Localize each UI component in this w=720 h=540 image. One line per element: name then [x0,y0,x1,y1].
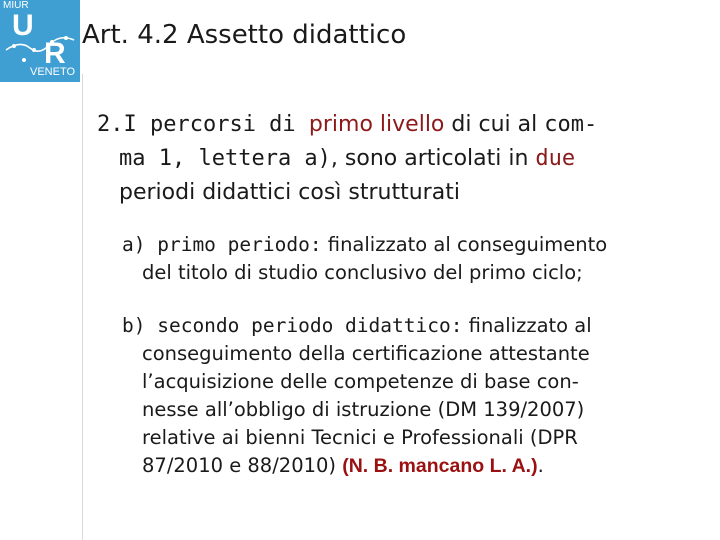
paragraph-text: ma 1, lettera a) [119,146,331,171]
item-b [122,312,702,480]
note-missing-la: (N. B. mancano L. A.) [342,455,538,477]
paragraph-text: com- [544,112,598,137]
slide-title: Art. 4.2 Assetto didattico [82,20,407,50]
logo-letter-r: R [44,37,66,70]
paragraph-line-3: periodi didattici così strutturati [119,180,460,205]
item-b-line-6 [122,452,702,480]
item-a [122,231,702,287]
item-text: 87/2010 e 88/2010) [142,454,343,477]
paragraph-line-2 [97,142,697,176]
highlight-primo-livello: primo livello [308,112,445,137]
item-text: finalizzato al conseguimento [321,233,608,256]
item-text: . [537,454,544,477]
item-a-line-2: del titolo di studio conclusivo del primo ciclo; [142,261,583,284]
item-b-line-3: l’acquisizione delle competenze di base con- [142,370,579,393]
logo-bottom-text: VENETO [30,66,76,78]
item-b-label: b) secondo periodo didattico: [122,314,463,337]
item-b-line-4: nesse all’obbligo di istruzione (DM 139/2007) [142,398,585,421]
main-paragraph [97,108,697,210]
item-text: finalizzato al [462,314,592,337]
logo-letter-u: U [12,9,34,42]
item-b-line-1 [122,312,702,340]
item-b-line-2: conseguimento della certificazione attestante [142,342,590,365]
paragraph-text: di cui al [444,112,545,137]
paragraph-text: 2.I percorsi di [97,112,309,137]
paragraph-text: , sono articolati in [330,146,536,171]
item-a-label: a) primo periodo: [122,233,322,256]
highlight-due: due [535,146,576,171]
usr-veneto-logo [0,0,80,82]
item-b-line-5: relative ai bienni Tecnici e Professionali (DPR [142,426,578,449]
paragraph-line-1 [97,108,697,142]
item-a-line-1 [122,231,702,259]
left-divider [82,74,93,540]
logo-top-text: MIUR [3,0,29,11]
